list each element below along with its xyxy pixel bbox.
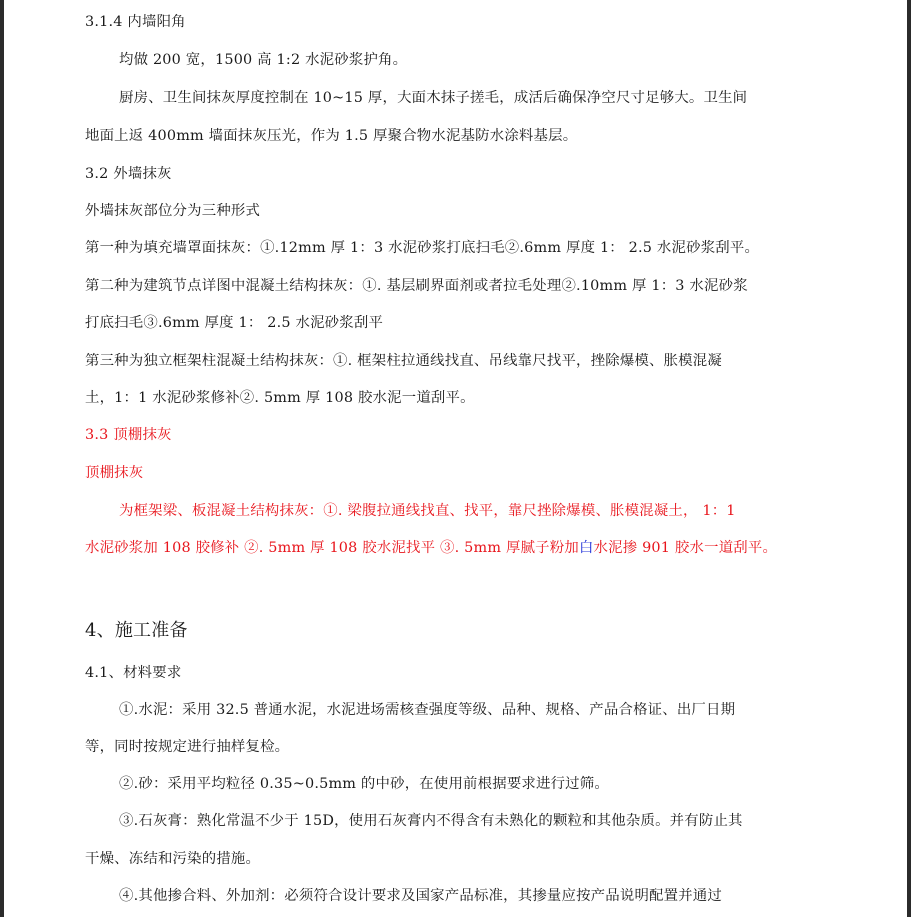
subheading-ceiling-plaster: 顶棚抹灰 [85,465,144,481]
paragraph-cement-line-1: ①.水泥：采用 32.5 普通水泥，水泥进场需核查强度等级、品种、规格、产品合格证、出厂日期 [119,702,736,718]
paragraph-sand: ②.砂：采用平均粒径 0.35~0.5mm 的中砂，在使用前根据要求进行过筛。 [119,776,609,792]
ceiling-line-2-blue-char: 白 [578,540,594,556]
paragraph-kitchen-line-1: 厨房、卫生间抹灰厚度控制在 10~15 厚，大面木抹子搓毛，成活后确保净空尺寸足够大。卫生间 [119,90,748,106]
page-frame-left [0,0,4,917]
paragraph-exterior-type-2-line-2: 打底扫毛③.6mm 厚度 1： 2.5 水泥砂浆刮平 [85,315,384,331]
heading-4-1: 4.1、材料要求 [85,665,182,681]
heading-3-1-4: 3.1.4 内墙阳角 [85,14,186,30]
paragraph-admixture-line-1: ④.其他掺合料、外加剂：必须符合设计要求及国家产品标准，其掺量应按产品说明配置并通过 [119,888,722,904]
heading-4: 4、施工准备 [85,620,188,641]
paragraph-kitchen-line-2: 地面上返 400mm 墙面抹灰压光，作为 1.5 厚聚合物水泥基防水涂料基层。 [85,128,578,144]
paragraph-exterior-intro: 外墙抹灰部位分为三种形式 [85,203,261,219]
ceiling-line-2-part-c: 水泥掺 901 胶水一道刮平。 [593,540,778,556]
ceiling-line-2-part-a: 水泥砂浆加 108 胶修补 ②. 5mm 厚 108 胶水泥找平 ③. 5mm 厚腻子粉加 [85,540,579,556]
paragraph-ceiling-line-1: 为框架梁、板混凝土结构抹灰：①. 梁腹拉通线找直、找平，靠尺挫除爆模、胀模混凝土， 1：1 [119,503,736,519]
page-frame-right [907,0,911,917]
paragraph-exterior-type-1: 第一种为填充墙罩面抹灰：①.12mm 厚 1：3 水泥砂浆打底扫毛②.6mm 厚度 1： 2.5 水泥砂浆刮平。 [85,240,760,256]
heading-3-3: 3.3 顶棚抹灰 [85,427,172,443]
paragraph-lime-line-1: ③.石灰膏：熟化常温不少于 15D，使用石灰膏内不得含有未熟化的颗粒和其他杂质。并有防止其 [119,813,743,829]
heading-3-2: 3.2 外墙抹灰 [85,166,172,182]
paragraph-lime-line-2: 干燥、冻结和污染的措施。 [85,851,261,867]
paragraph-exterior-type-3-line-2: 土，1：1 水泥砂浆修补②. 5mm 厚 108 胶水泥一道刮平。 [85,390,475,406]
paragraph-ceiling-line-2 [85,538,777,558]
paragraph-exterior-type-2-line-1: 第二种为建筑节点详图中混凝土结构抹灰：①. 基层刷界面剂或者拉毛处理②.10mm 厚 1：3 水泥砂浆 [85,278,748,294]
paragraph-corner-protection: 均做 200 宽，1500 高 1:2 水泥砂浆护角。 [119,52,408,68]
paragraph-exterior-type-3-line-1: 第三种为独立框架柱混凝土结构抹灰：①. 框架柱拉通线找直、吊线靠尺找平，挫除爆模、胀模混凝 [85,353,722,369]
paragraph-cement-line-2: 等，同时按规定进行抽样复检。 [85,739,290,755]
